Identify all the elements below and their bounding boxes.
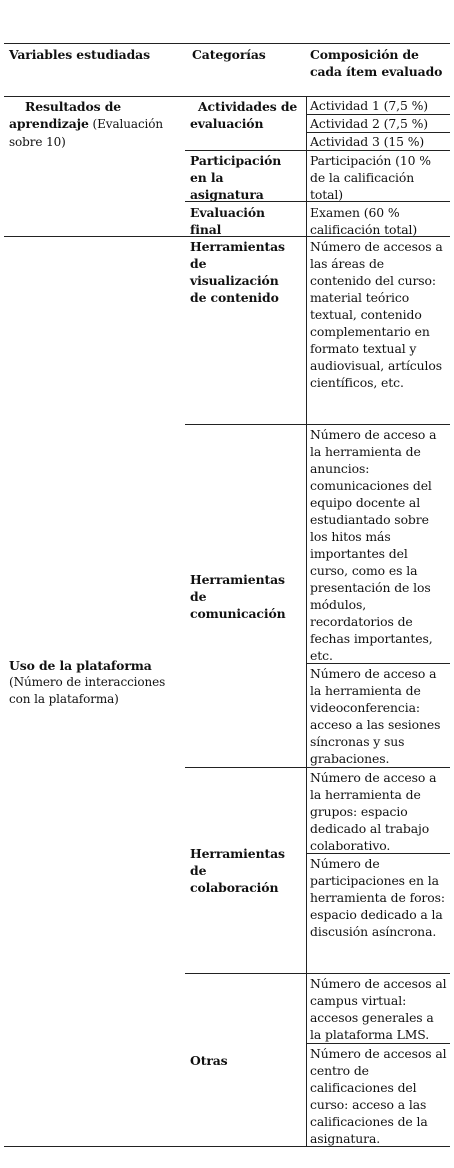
item-actividad-3: Actividad 3 (15 %) — [310, 134, 425, 149]
rule-campus — [306, 1043, 450, 1044]
category-evaluacion-final: Evaluación final — [190, 205, 265, 237]
item-grupos: Número de acceso a la herramienta de grupos: espacio dedicado al trabajo colaborativo. — [310, 770, 437, 853]
rule-colaboracion — [185, 973, 450, 974]
item-foros: Número de participaciones en la herramienta de foros: espacio dedicado a la discusión asíncrona. — [310, 856, 445, 939]
category-otras: Otras — [190, 1053, 228, 1068]
rule-top — [4, 43, 450, 44]
vrule-col3-row2 — [306, 237, 307, 1146]
category-colaboracion: Herramientas de colaboración — [190, 846, 285, 895]
item-actividad-1: Actividad 1 (7,5 %) — [310, 98, 428, 113]
item-anuncios: Número de acceso a la herramienta de anuncios: comunicaciones del equipo docente al estudiantado sobre los hitos más importantes del curso, como es la presentación de los módulos, recordatorios de fechas importantes, etc. — [310, 427, 437, 663]
item-examen: Examen (60 % calificación total) — [310, 205, 418, 237]
variable-resultados-label: Resultados de aprendizaje — [9, 99, 122, 131]
item-visualizacion: Número de accesos a las áreas de contenido del curso: material teórico textual, contenido complementario en formato textual y audiovisual, artículos científicos, etc. — [310, 239, 443, 390]
category-actividades: Actividades de evaluación — [190, 99, 298, 131]
variable-resultados-note: (Evaluación sobre 10) — [9, 117, 164, 149]
variable-uso-note: (Número de interacciones con la plataforma) — [9, 675, 166, 706]
item-participacion: Participación (10 % de la calificación total) — [310, 153, 431, 202]
rule-visualizacion — [185, 424, 450, 425]
rule-act3 — [185, 150, 450, 151]
item-actividad-2: Actividad 2 (7,5 %) — [310, 116, 428, 131]
variable-resultados-aprendizaje — [9, 98, 181, 151]
item-centro-calificaciones: Número de accesos al centro de calificaciones del curso: acceso a las calificaciones de la asignatura. — [310, 1046, 447, 1146]
header-variables: Variables estudiadas — [9, 47, 150, 62]
category-visualizacion: Herramientas de visualización de contenido — [190, 239, 285, 305]
item-campus-virtual: Número de accesos al campus virtual: accesos generales a la plataforma LMS. — [310, 976, 447, 1042]
vrule-col3-row1 — [306, 96, 307, 236]
variable-uso-label: Uso de la plataforma — [9, 658, 152, 673]
category-comunicacion: Herramientas de comunicación — [190, 572, 286, 621]
header-categorias: Categorías — [192, 47, 266, 62]
item-videoconferencia: Número de acceso a la herramienta de videoconferencia: acceso a las sesiones síncronas y sus grabaciones. — [310, 666, 441, 766]
header-composicion: Composición de cada ítem evaluado — [310, 47, 443, 79]
variable-uso-plataforma — [9, 657, 169, 708]
category-participacion: Participación en la asignatura — [190, 153, 282, 202]
rule-comunicacion — [185, 767, 450, 768]
